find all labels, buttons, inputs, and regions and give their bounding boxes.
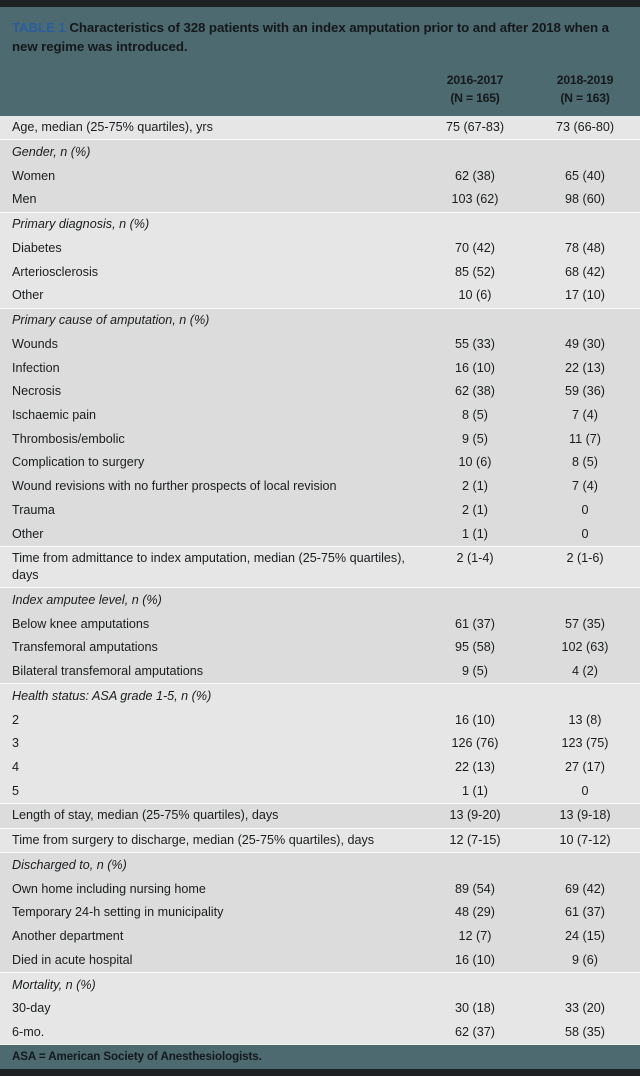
cell-period-2: 0	[581, 783, 589, 798]
table-row	[0, 612, 640, 636]
table-row	[0, 755, 640, 779]
table-row	[0, 877, 640, 901]
cell-period-1: 13 (9-20)	[449, 808, 501, 823]
cell-period-1: 9 (5)	[462, 664, 488, 679]
row-label: 4	[12, 759, 20, 774]
row-label: Length of stay, median (25-75% quartiles), days	[12, 808, 279, 823]
table-section-row	[0, 588, 640, 612]
cell-period-2: 13 (8)	[568, 712, 602, 727]
cell-period-2: 7 (4)	[572, 479, 598, 494]
bottom-edge-bar	[0, 1069, 640, 1076]
cell-period-2: 9 (6)	[572, 952, 598, 967]
row-label: 5	[12, 783, 20, 798]
cell-period-1: 62 (37)	[455, 1025, 495, 1040]
table-caption	[12, 18, 628, 56]
section-heading: Gender, n (%)	[12, 144, 91, 159]
row-label: Ischaemic pain	[12, 407, 96, 422]
top-edge-bar	[0, 0, 640, 7]
cell-period-1	[420, 140, 530, 147]
row-label: Own home including nursing home	[12, 881, 206, 896]
table-number-label: TABLE 1	[12, 20, 66, 35]
cell-period-2: 10 (7-12)	[559, 833, 611, 848]
cell-period-1: 62 (38)	[455, 168, 495, 183]
section-heading: Primary cause of amputation, n (%)	[12, 313, 210, 328]
table-row	[0, 522, 640, 546]
table-section-band	[0, 116, 640, 140]
table-row	[0, 427, 640, 451]
table-section-row	[0, 684, 640, 708]
cell-period-2: 102 (63)	[561, 640, 609, 655]
cell-period-1	[420, 684, 530, 691]
row-label: Age, median (25-75% quartiles), yrs	[12, 120, 213, 135]
table-caption-band	[0, 7, 640, 63]
cell-period-2	[530, 588, 640, 595]
cell-period-1: 75 (67-83)	[445, 120, 505, 135]
column-header-row	[0, 63, 640, 115]
table-section-row	[0, 140, 640, 164]
cell-period-2: 7 (4)	[572, 407, 598, 422]
cell-period-1: 103 (62)	[451, 192, 499, 207]
cell-period-1: 8 (5)	[462, 407, 488, 422]
table-section-band	[0, 683, 640, 803]
table-section-band	[0, 546, 640, 587]
table-section-row	[0, 973, 640, 997]
row-label: Other	[12, 526, 44, 541]
cell-period-2	[530, 684, 640, 691]
cell-period-2: 8 (5)	[572, 455, 598, 470]
cell-period-2	[530, 853, 640, 860]
cell-period-1: 55 (33)	[455, 336, 495, 351]
cell-period-2	[530, 140, 640, 147]
cell-period-2: 49 (30)	[565, 336, 605, 351]
cell-period-1: 2 (1)	[462, 502, 488, 517]
table-row	[0, 475, 640, 499]
cell-period-2: 58 (35)	[565, 1025, 605, 1040]
cell-period-2: 17 (10)	[565, 288, 605, 303]
cell-period-1: 10 (6)	[458, 288, 492, 303]
table-footnote-band	[0, 1044, 640, 1069]
cell-period-1: 16 (10)	[455, 712, 495, 727]
row-label: Diabetes	[12, 240, 62, 255]
cell-period-2	[530, 973, 640, 980]
cell-period-2: 13 (9-18)	[559, 808, 611, 823]
table-row	[0, 708, 640, 732]
table-section-band	[0, 972, 640, 1044]
table-section-band	[0, 587, 640, 683]
row-label: Necrosis	[12, 384, 61, 399]
row-label: Died in acute hospital	[12, 952, 133, 967]
row-label: Temporary 24-h setting in municipality	[12, 905, 224, 920]
cell-period-2: 123 (75)	[561, 736, 609, 751]
row-label: Wounds	[12, 336, 58, 351]
cell-period-2: 98 (60)	[565, 192, 605, 207]
table-row	[0, 948, 640, 972]
cell-period-1	[420, 588, 530, 595]
table-row	[0, 732, 640, 756]
table-caption-text: Characteristics of 328 patients with an index amputation prior to and after 2018 when a new regime was introduced.	[12, 20, 609, 55]
table-section-band	[0, 828, 640, 853]
row-label: Women	[12, 168, 56, 183]
cell-period-2: 4 (2)	[572, 664, 598, 679]
column-1-title: 2016-2017	[446, 73, 504, 88]
row-label: Men	[12, 192, 37, 207]
table-row	[0, 1021, 640, 1045]
row-label: Wound revisions with no further prospects of local revision	[12, 479, 337, 494]
table-row	[0, 284, 640, 308]
row-label: Time from admittance to index amputation, median (25-75% quartiles), days	[12, 551, 405, 583]
row-label: Arteriosclerosis	[12, 264, 99, 279]
cell-period-1: 126 (76)	[451, 736, 499, 751]
cell-period-2: 68 (42)	[565, 264, 605, 279]
cell-period-2: 11 (7)	[569, 431, 601, 446]
cell-period-2: 73 (66-80)	[555, 120, 615, 135]
row-label: Time from surgery to discharge, median (25-75% quartiles), days	[12, 833, 375, 848]
table-row	[0, 236, 640, 260]
cell-period-1: 9 (5)	[462, 431, 488, 446]
cell-period-2: 65 (40)	[565, 168, 605, 183]
cell-period-1: 2 (1)	[462, 479, 488, 494]
table-row	[0, 779, 640, 803]
table-row	[0, 188, 640, 212]
cell-period-2: 22 (13)	[565, 360, 605, 375]
row-label: 2	[12, 712, 20, 727]
table-row	[0, 829, 640, 853]
table-section-band	[0, 308, 640, 546]
cell-period-1: 30 (18)	[455, 1001, 495, 1016]
row-label: 30-day	[12, 1001, 51, 1016]
row-label: Thrombosis/embolic	[12, 431, 125, 446]
table-row	[0, 925, 640, 949]
table-section-row	[0, 853, 640, 877]
table-row	[0, 997, 640, 1021]
cell-period-2: 33 (20)	[565, 1001, 605, 1016]
table-row	[0, 380, 640, 404]
table-body	[0, 116, 640, 1045]
row-label: 6-mo.	[12, 1025, 45, 1040]
table-row	[0, 332, 640, 356]
table-section-band	[0, 212, 640, 308]
row-label: Below knee amputations	[12, 616, 150, 631]
cell-period-2: 59 (36)	[565, 384, 605, 399]
cell-period-1: 62 (38)	[455, 384, 495, 399]
cell-period-1: 12 (7)	[458, 929, 492, 944]
table-section-row	[0, 213, 640, 237]
row-label: Other	[12, 288, 44, 303]
column-header-period-2	[530, 72, 640, 107]
cell-period-1: 70 (42)	[455, 240, 495, 255]
table-row	[0, 804, 640, 828]
cell-period-2: 0	[581, 526, 589, 541]
table-section-row	[0, 309, 640, 333]
table-row	[0, 403, 640, 427]
row-label: Bilateral transfemoral amputations	[12, 664, 204, 679]
cell-period-1: 12 (7-15)	[449, 833, 501, 848]
table-row	[0, 636, 640, 660]
section-heading: Index amputee level, n (%)	[12, 592, 162, 607]
cell-period-2: 61 (37)	[565, 905, 605, 920]
column-2-title: 2018-2019	[556, 73, 614, 88]
table-row	[0, 660, 640, 684]
cell-period-2: 57 (35)	[565, 616, 605, 631]
row-label: Trauma	[12, 502, 55, 517]
cell-period-1: 48 (29)	[455, 905, 495, 920]
column-header-period-1	[420, 72, 530, 107]
cell-period-2	[530, 309, 640, 316]
cell-period-1: 16 (10)	[455, 360, 495, 375]
table-row	[0, 164, 640, 188]
cell-period-1: 1 (1)	[462, 783, 488, 798]
cell-period-1	[420, 973, 530, 980]
row-label: Transfemoral amputations	[12, 640, 158, 655]
cell-period-1: 61 (37)	[455, 616, 495, 631]
table-row	[0, 260, 640, 284]
cell-period-2: 24 (15)	[565, 929, 605, 944]
row-label: Infection	[12, 360, 60, 375]
table-row	[0, 116, 640, 140]
table-section-band	[0, 139, 640, 211]
cell-period-1: 1 (1)	[462, 526, 488, 541]
row-label: 3	[12, 736, 20, 751]
section-heading: Primary diagnosis, n (%)	[12, 217, 150, 232]
section-heading: Mortality, n (%)	[12, 977, 96, 992]
cell-period-2: 2 (1-6)	[566, 551, 604, 566]
cell-period-1	[420, 213, 530, 220]
section-heading: Discharged to, n (%)	[12, 857, 127, 872]
cell-period-1: 89 (54)	[455, 881, 495, 896]
table-row	[0, 451, 640, 475]
cell-period-2: 78 (48)	[565, 240, 605, 255]
table-row	[0, 901, 640, 925]
cell-period-1	[420, 853, 530, 860]
cell-period-1	[420, 309, 530, 316]
row-label: Complication to surgery	[12, 455, 145, 470]
cell-period-2: 27 (17)	[565, 759, 605, 774]
row-label: Another department	[12, 929, 124, 944]
cell-period-2	[530, 213, 640, 220]
table-row	[0, 547, 640, 587]
cell-period-1: 2 (1-4)	[456, 551, 494, 566]
table-section-band	[0, 803, 640, 828]
cell-period-1: 95 (58)	[455, 640, 495, 655]
table-row	[0, 356, 640, 380]
table-footnote: ASA = American Society of Anesthesiologists.	[12, 1050, 262, 1064]
column-2-n: (N = 163)	[560, 90, 610, 105]
table-section-band	[0, 852, 640, 972]
cell-period-1: 16 (10)	[455, 952, 495, 967]
column-1-n: (N = 165)	[450, 90, 500, 105]
section-heading: Health status: ASA grade 1-5, n (%)	[12, 688, 212, 703]
cell-period-1: 10 (6)	[458, 455, 492, 470]
cell-period-2: 69 (42)	[565, 881, 605, 896]
cell-period-2: 0	[581, 502, 589, 517]
cell-period-1: 85 (52)	[455, 264, 495, 279]
cell-period-1: 22 (13)	[455, 759, 495, 774]
table-row	[0, 498, 640, 522]
